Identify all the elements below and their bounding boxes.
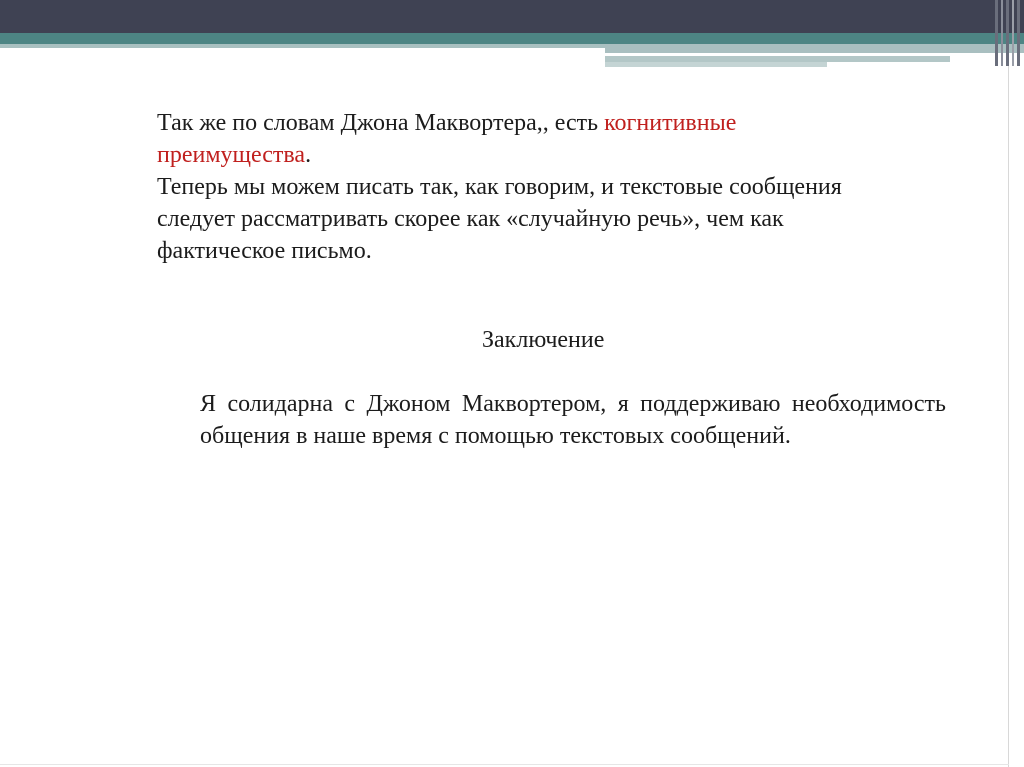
header-stripe bbox=[1001, 0, 1003, 66]
header-stripe bbox=[1006, 0, 1009, 66]
paragraph-text: Так же по словам Джона Маквортера,, есть bbox=[157, 110, 605, 136]
body-paragraph-1 bbox=[157, 107, 877, 267]
conclusion-paragraph: Я солидарна с Джоном Маквортером, я поддерживаю необходимость общения в наше время с помощью текстовых сообщений. bbox=[200, 391, 946, 449]
highlighted-phrase: когнитивные преимущества bbox=[157, 110, 737, 168]
header-dark-bar bbox=[0, 0, 1024, 33]
section-heading: Заключение bbox=[482, 327, 605, 353]
header-step-bar bbox=[605, 62, 827, 67]
header-teal-bar bbox=[0, 33, 1024, 44]
header-stripe bbox=[1017, 0, 1020, 66]
header-stripe bbox=[1012, 0, 1014, 66]
page-frame-edge bbox=[0, 764, 1009, 765]
header-step-bar bbox=[605, 44, 1024, 53]
paragraph-text: Теперь мы можем писать так, как говорим, и текстовые сообщения следует рассматривать скорее как «случайную речь», чем как фактическое письмо. bbox=[157, 174, 842, 264]
paragraph-text: . bbox=[305, 142, 312, 168]
header-stripe bbox=[995, 0, 998, 66]
page-frame-edge bbox=[1008, 66, 1009, 767]
